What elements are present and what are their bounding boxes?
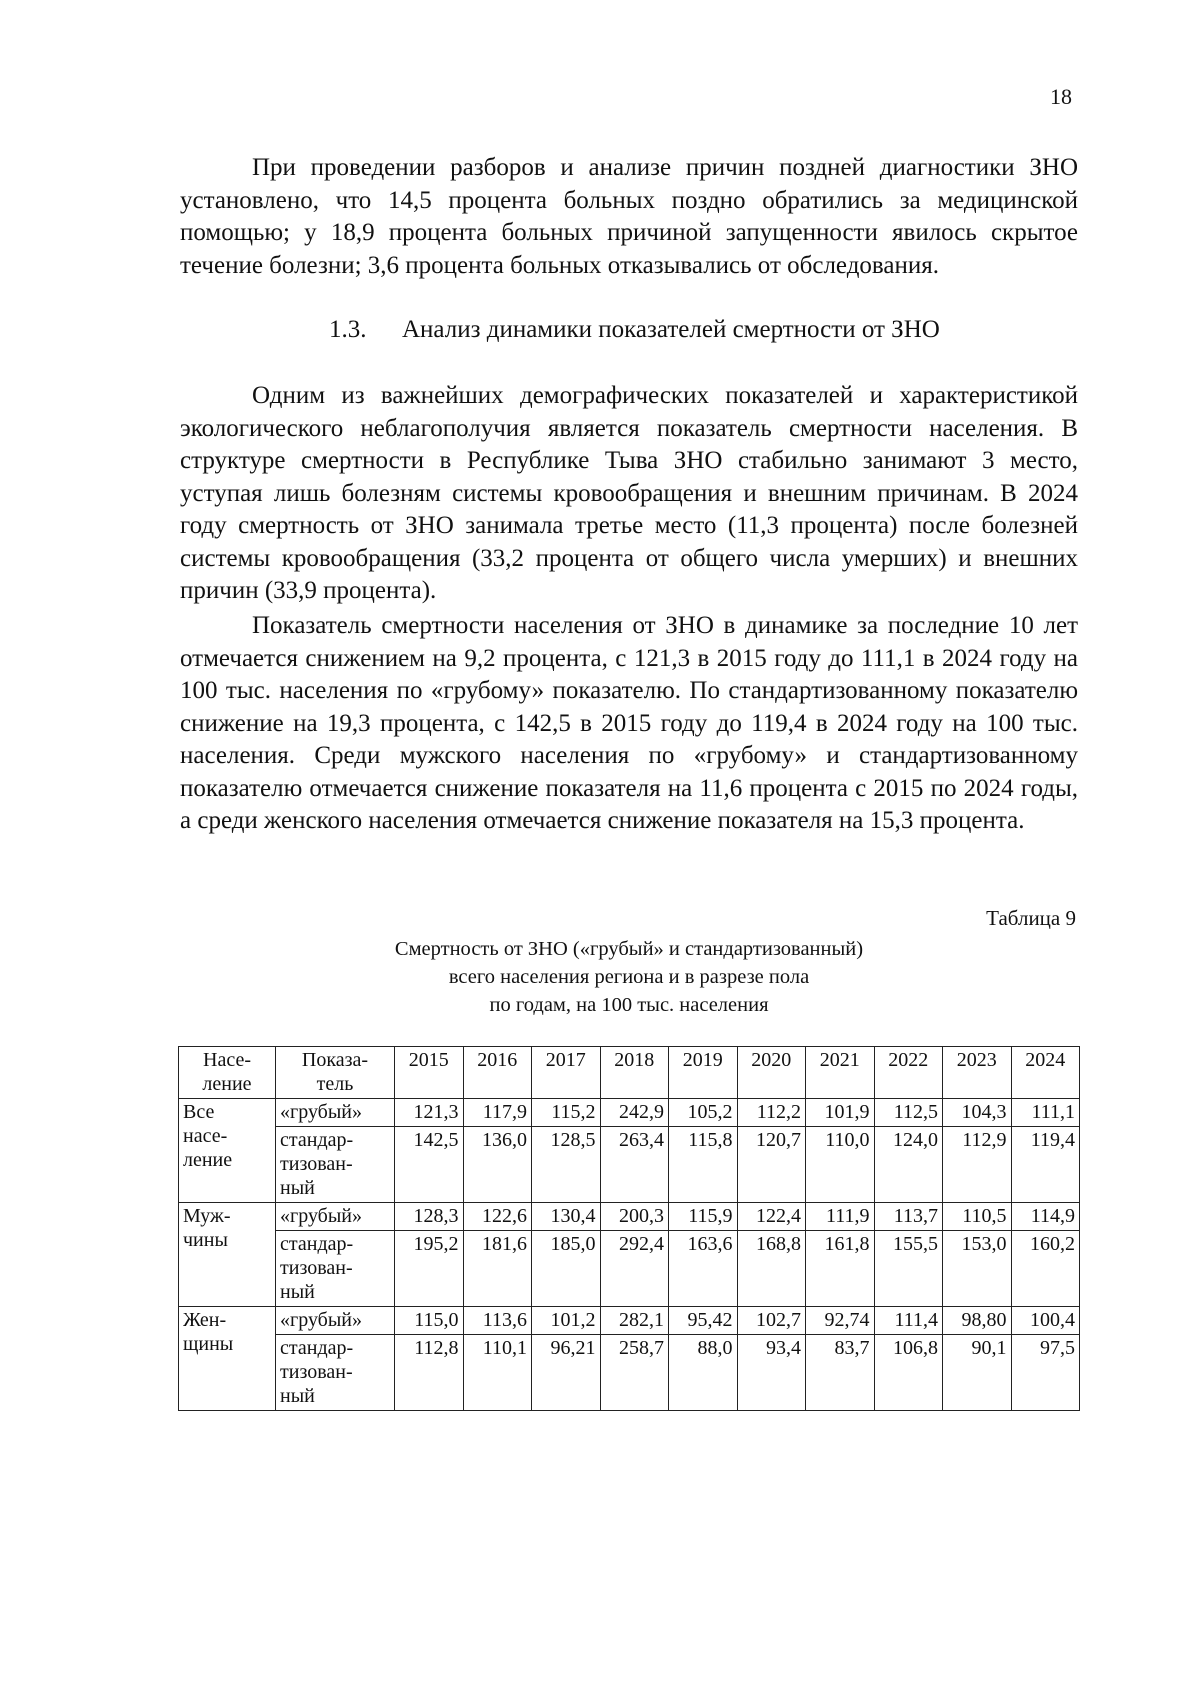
table-caption-line: Смертность от ЗНО («грубый» и стандартизованный) bbox=[394, 938, 864, 960]
header-year: 2023 bbox=[943, 1047, 1012, 1099]
value-cell: 121,3 bbox=[395, 1099, 464, 1127]
header-year: 2022 bbox=[874, 1047, 943, 1099]
header-year: 2018 bbox=[600, 1047, 669, 1099]
value-cell: 115,2 bbox=[532, 1099, 601, 1127]
page-number: 18 bbox=[1050, 84, 1072, 109]
header-year: 2019 bbox=[669, 1047, 738, 1099]
table-caption-line: по годам, на 100 тыс. населения bbox=[489, 994, 769, 1016]
value-cell: 83,7 bbox=[806, 1335, 875, 1411]
value-cell: 110,5 bbox=[943, 1203, 1012, 1231]
value-cell: 112,2 bbox=[737, 1099, 806, 1127]
value-cell: 114,9 bbox=[1011, 1203, 1080, 1231]
value-cell: 161,8 bbox=[806, 1231, 875, 1307]
value-cell: 263,4 bbox=[600, 1127, 669, 1203]
table-caption bbox=[180, 935, 1078, 1019]
value-cell: 181,6 bbox=[463, 1231, 532, 1307]
value-cell: 90,1 bbox=[943, 1335, 1012, 1411]
value-cell: 119,4 bbox=[1011, 1127, 1080, 1203]
value-cell: 168,8 bbox=[737, 1231, 806, 1307]
value-cell: 142,5 bbox=[395, 1127, 464, 1203]
mortality-table bbox=[178, 1046, 1080, 1411]
table-label: Таблица 9 bbox=[986, 906, 1076, 930]
value-cell: 122,6 bbox=[463, 1203, 532, 1231]
paragraph-diagnostics: При проведении разборов и анализе причин поздней диагностики ЗНО установлено, что 14,5 процента больных поздно обратились за медицинской помощью; у 18,9 процента больных причиной запущенности явилось скрытое течение болезни; 3,6 процента больных отказывались от обследования. bbox=[180, 154, 1078, 279]
table-row bbox=[179, 1307, 1080, 1335]
value-cell: 160,2 bbox=[1011, 1231, 1080, 1307]
table-row bbox=[179, 1231, 1080, 1307]
header-population: Насе- ление bbox=[179, 1047, 276, 1099]
value-cell: 128,5 bbox=[532, 1127, 601, 1203]
value-cell: 112,9 bbox=[943, 1127, 1012, 1203]
value-cell: 282,1 bbox=[600, 1307, 669, 1335]
header-year: 2017 bbox=[532, 1047, 601, 1099]
table-row bbox=[179, 1335, 1080, 1411]
value-cell: 98,80 bbox=[943, 1307, 1012, 1335]
value-cell: 185,0 bbox=[532, 1231, 601, 1307]
value-cell: 92,74 bbox=[806, 1307, 875, 1335]
indicator-cell: «грубый» bbox=[276, 1099, 395, 1127]
value-cell: 96,21 bbox=[532, 1335, 601, 1411]
value-cell: 155,5 bbox=[874, 1231, 943, 1307]
value-cell: 110,1 bbox=[463, 1335, 532, 1411]
value-cell: 163,6 bbox=[669, 1231, 738, 1307]
value-cell: 105,2 bbox=[669, 1099, 738, 1127]
value-cell: 130,4 bbox=[532, 1203, 601, 1231]
value-cell: 100,4 bbox=[1011, 1307, 1080, 1335]
value-cell: 136,0 bbox=[463, 1127, 532, 1203]
value-cell: 111,4 bbox=[874, 1307, 943, 1335]
value-cell: 97,5 bbox=[1011, 1335, 1080, 1411]
value-cell: 88,0 bbox=[669, 1335, 738, 1411]
value-cell: 200,3 bbox=[600, 1203, 669, 1231]
value-cell: 115,9 bbox=[669, 1203, 738, 1231]
value-cell: 124,0 bbox=[874, 1127, 943, 1203]
indicator-cell: «грубый» bbox=[276, 1307, 395, 1335]
section-heading bbox=[180, 314, 1078, 346]
value-cell: 242,9 bbox=[600, 1099, 669, 1127]
value-cell: 101,2 bbox=[532, 1307, 601, 1335]
value-cell: 104,3 bbox=[943, 1099, 1012, 1127]
value-cell: 110,0 bbox=[806, 1127, 875, 1203]
paragraph-mortality-structure: Одним из важнейших демографических показателей и характеристикой экологического неблагополучия является показатель смертности населения. В структуре смертности в Республике Тыва ЗНО стабильно занимают 3 место, уступая лишь болезням системы кровообращения и внешним причинам. В 2024 году смертность от ЗНО занимала третье место (11,3 процента) после болезней системы кровообращения (33,2 процента от общего числа умерших) и внешних причин (33,9 процента). bbox=[180, 382, 1078, 604]
header-year: 2021 bbox=[806, 1047, 875, 1099]
value-cell: 153,0 bbox=[943, 1231, 1012, 1307]
value-cell: 128,3 bbox=[395, 1203, 464, 1231]
value-cell: 93,4 bbox=[737, 1335, 806, 1411]
value-cell: 195,2 bbox=[395, 1231, 464, 1307]
value-cell: 115,8 bbox=[669, 1127, 738, 1203]
value-cell: 122,4 bbox=[737, 1203, 806, 1231]
population-group-cell: Жен- щины bbox=[179, 1307, 276, 1411]
table-row bbox=[179, 1099, 1080, 1127]
table-row bbox=[179, 1203, 1080, 1231]
value-cell: 120,7 bbox=[737, 1127, 806, 1203]
section-title: Анализ динамики показателей смертности от ЗНО bbox=[402, 316, 940, 343]
value-cell: 102,7 bbox=[737, 1307, 806, 1335]
section-number: 1.3. bbox=[329, 316, 367, 343]
indicator-cell: стандар- тизован- ный bbox=[276, 1231, 395, 1307]
value-cell: 113,6 bbox=[463, 1307, 532, 1335]
population-group-cell: Муж- чины bbox=[179, 1203, 276, 1307]
population-group-cell: Все насе- ление bbox=[179, 1099, 276, 1203]
value-cell: 115,0 bbox=[395, 1307, 464, 1335]
value-cell: 117,9 bbox=[463, 1099, 532, 1127]
value-cell: 111,1 bbox=[1011, 1099, 1080, 1127]
header-year: 2024 bbox=[1011, 1047, 1080, 1099]
indicator-cell: «грубый» bbox=[276, 1203, 395, 1231]
table-header-row bbox=[179, 1047, 1080, 1099]
value-cell: 113,7 bbox=[874, 1203, 943, 1231]
header-year: 2020 bbox=[737, 1047, 806, 1099]
indicator-cell: стандар- тизован- ный bbox=[276, 1127, 395, 1203]
paragraph-mortality-dynamics: Показатель смертности населения от ЗНО в динамике за последние 10 лет отмечается снижением на 9,2 процента, с 121,3 в 2015 году до 111,1 в 2024 году на 100 тыс. населения по «грубому» показателю. По стандартизованному показателю снижение на 19,3 процента, с 142,5 в 2015 году до 119,4 в 2024 году на 100 тыс. населения. Среди мужского населения по «грубому» и стандартизованному показателю отмечается снижение показателя на 11,6 процента с 2015 по 2024 годы, а среди женского населения отмечается снижение показателя на 15,3 процента. bbox=[180, 612, 1078, 834]
table-caption-line: всего населения региона и в разрезе пола bbox=[448, 966, 810, 988]
value-cell: 112,8 bbox=[395, 1335, 464, 1411]
value-cell: 112,5 bbox=[874, 1099, 943, 1127]
value-cell: 101,9 bbox=[806, 1099, 875, 1127]
value-cell: 95,42 bbox=[669, 1307, 738, 1335]
value-cell: 111,9 bbox=[806, 1203, 875, 1231]
value-cell: 292,4 bbox=[600, 1231, 669, 1307]
header-year: 2015 bbox=[395, 1047, 464, 1099]
indicator-cell: стандар- тизован- ный bbox=[276, 1335, 395, 1411]
value-cell: 106,8 bbox=[874, 1335, 943, 1411]
header-year: 2016 bbox=[463, 1047, 532, 1099]
value-cell: 258,7 bbox=[600, 1335, 669, 1411]
header-indicator: Показа- тель bbox=[276, 1047, 395, 1099]
table-row bbox=[179, 1127, 1080, 1203]
